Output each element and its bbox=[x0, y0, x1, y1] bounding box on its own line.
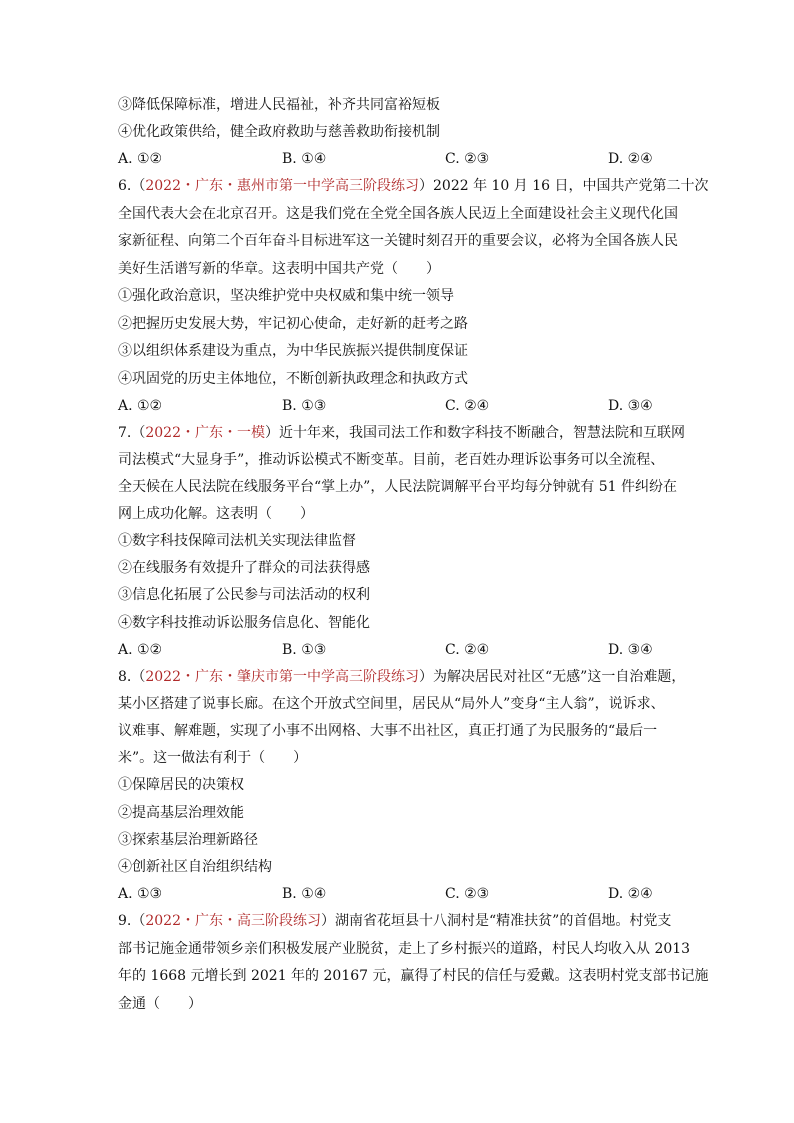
q8-item-3: ③探索基层治理新路径 bbox=[118, 832, 258, 848]
q9-stem-line-1: 9.（2022・广东・高三阶段练习）湖南省花垣县十八洞村是“精准扶贫”的首倡地。村党支 bbox=[118, 913, 672, 929]
q6-item-4: ④巩固党的历史主体地位，不断创新执政理念和执政方式 bbox=[118, 371, 468, 387]
q8-stem-line-3: 议难事、解难题，实现了小事不出网格、大事不出社区，真正打通了为民服务的“最后一 bbox=[118, 723, 658, 739]
q7-number: 7. bbox=[118, 425, 132, 441]
q5-option-a: A. ①② bbox=[118, 151, 163, 167]
q6-source: 2022・广东・惠州市第一中学高三阶段练习 bbox=[145, 178, 419, 194]
q8-options bbox=[118, 884, 678, 904]
q7-item-4: ④数字科技推动诉讼服务信息化、智能化 bbox=[118, 615, 370, 631]
q8-item-1: ①保障居民的决策权 bbox=[118, 777, 244, 793]
q9-source: 2022・广东・高三阶段练习 bbox=[145, 913, 321, 929]
q6-stem-line-1: 6.（2022・广东・惠州市第一中学高三阶段练习）2022 年 10 月 16 日，中国共产党第二十次 bbox=[118, 178, 709, 194]
q6-item-3: ③以组织体系建设为重点，为中华民族振兴提供制度保证 bbox=[118, 343, 468, 359]
q6-item-2: ②把握历史发展大势，牢记初心使命，走好新的赶考之路 bbox=[118, 316, 468, 332]
q6-stem-line-4: 美好生活谱写新的华章。这表明中国共产党（ ） bbox=[118, 261, 440, 277]
q7-stem-line-4: 网上成功化解。这表明（ ） bbox=[118, 506, 314, 522]
q7-item-3: ③信息化拓展了公民参与司法活动的权利 bbox=[118, 587, 370, 603]
q8-number: 8. bbox=[118, 669, 132, 685]
q7-option-a: A. ①② bbox=[118, 642, 163, 658]
q7-option-d: D. ③④ bbox=[608, 642, 653, 658]
q6-option-c: C. ②④ bbox=[445, 398, 490, 414]
q9-number: 9. bbox=[118, 913, 132, 929]
q7-stem-line-2: 司法模式“大显身手”，推动诉讼模式不断变革。目前，老百姓办理诉讼事务可以全流程、 bbox=[118, 452, 665, 468]
q7-option-c: C. ②④ bbox=[445, 642, 490, 658]
q7-stem-text-1: 近十年来，我国司法工作和数字科技不断融合，智慧法院和互联网 bbox=[279, 425, 685, 441]
q8-item-4: ④创新社区自治组织结构 bbox=[118, 859, 272, 875]
q5-options bbox=[118, 149, 678, 169]
q8-option-c: C. ②③ bbox=[445, 886, 490, 902]
q5-item-4: ④优化政策供给，健全政府救助与慈善救助衔接机制 bbox=[118, 124, 440, 140]
q7-item-2: ②在线服务有效提升了群众的司法获得感 bbox=[118, 560, 370, 576]
q9-stem-text-1: 湖南省花垣县十八洞村是“精准扶贫”的首倡地。村党支 bbox=[335, 913, 672, 929]
q8-stem-line-4: 米”。这一做法有利于（ ） bbox=[118, 750, 308, 766]
q8-source: 2022・广东・肇庆市第一中学高三阶段练习 bbox=[145, 669, 419, 685]
q6-option-b: B. ①③ bbox=[282, 398, 327, 414]
q7-option-b: B. ①③ bbox=[282, 642, 327, 658]
q8-stem-line-1: 8.（2022・广东・肇庆市第一中学高三阶段练习）为解决居民对社区“无感”这一自治难题， bbox=[118, 669, 686, 685]
q6-stem-line-3: 家新征程、向第二个百年奋斗目标进军这一关键时刻召开的重要会议，必将为全国各族人民 bbox=[118, 233, 678, 249]
q6-options bbox=[118, 396, 678, 416]
q6-option-a: A. ①② bbox=[118, 398, 163, 414]
q9-stem-line-4: 金通（ ） bbox=[118, 996, 202, 1012]
q5-option-c: C. ②③ bbox=[445, 151, 490, 167]
q6-stem-line-2: 全国代表大会在北京召开。这是我们党在全党全国各族人民迈上全面建设社会主义现代化国 bbox=[118, 206, 678, 222]
q8-stem-text-1: 为解决居民对社区“无感”这一自治难题， bbox=[433, 669, 686, 685]
q8-option-a: A. ①③ bbox=[118, 886, 163, 902]
q8-option-b: B. ①④ bbox=[282, 886, 327, 902]
q6-item-1: ①强化政治意识，坚决维护党中央权威和集中统一领导 bbox=[118, 288, 454, 304]
q5-option-d: D. ②④ bbox=[608, 151, 653, 167]
q8-item-2: ②提高基层治理效能 bbox=[118, 805, 244, 821]
q5-option-b: B. ①④ bbox=[282, 151, 327, 167]
q7-source: 2022・广东・一模 bbox=[145, 425, 265, 441]
q9-stem-line-3: 年的 1668 元增长到 2021 年的 20167 元，赢得了村民的信任与爱戴。这表明村党支部书记施 bbox=[118, 968, 709, 984]
q7-stem-line-3: 全天候在人民法院在线服务平台“掌上办”，人民法院调解平台平均每分钟就有 51 件纠纷在 bbox=[118, 479, 678, 495]
q7-stem-line-1: 7.（2022・广东・一模）近十年来，我国司法工作和数字科技不断融合，智慧法院和互联网 bbox=[118, 425, 685, 441]
q5-item-3: ③降低保障标准，增进人民福祉，补齐共同富裕短板 bbox=[118, 97, 440, 113]
q7-options bbox=[118, 640, 678, 660]
q9-stem-line-2: 部书记施金通带领乡亲们积极发展产业脱贫，走上了乡村振兴的道路，村民人均收入从 2013 bbox=[118, 941, 691, 957]
q6-number: 6. bbox=[118, 178, 132, 194]
q8-option-d: D. ②④ bbox=[608, 886, 653, 902]
q8-stem-line-2: 某小区搭建了说事长廊。在这个开放式空间里，居民从“局外人”变身“主人翁”，说诉求、 bbox=[118, 696, 665, 712]
q6-stem-text-1: 2022 年 10 月 16 日，中国共产党第二十次 bbox=[433, 178, 709, 194]
q7-item-1: ①数字科技保障司法机关实现法律监督 bbox=[118, 533, 356, 549]
q6-option-d: D. ③④ bbox=[608, 398, 653, 414]
